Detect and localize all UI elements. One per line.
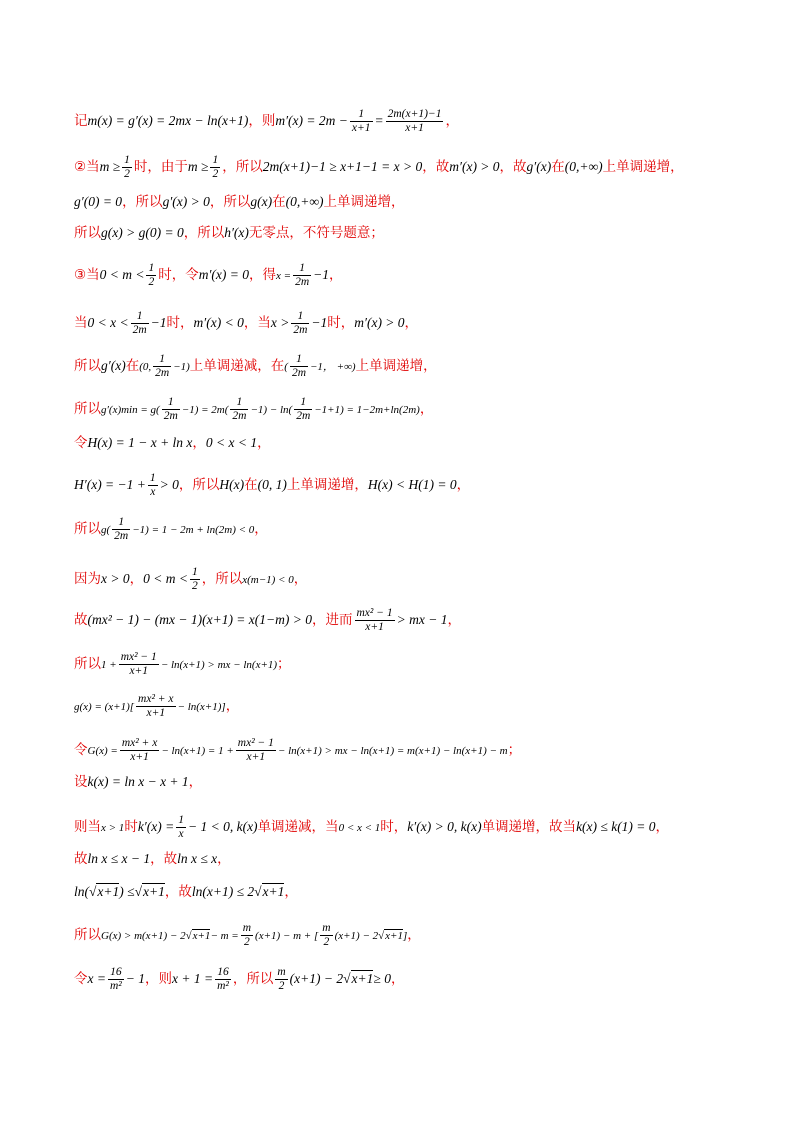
numerator: 16	[108, 966, 124, 980]
text: 故	[74, 851, 88, 867]
radicand: x+1	[192, 930, 211, 942]
text: ，所以	[178, 477, 220, 493]
text: 时，	[327, 315, 355, 331]
radicand: x+1	[262, 884, 285, 899]
fraction	[136, 693, 175, 720]
text: 所以	[74, 401, 101, 417]
proof-line	[74, 262, 760, 289]
fraction	[291, 310, 309, 337]
text: ，	[217, 851, 231, 867]
text: 所以	[74, 927, 101, 943]
numerator: mx² + x	[138, 693, 174, 705]
formula: (x+1) − 2	[334, 930, 379, 942]
numerator: 1	[162, 396, 180, 410]
text: 令	[74, 971, 88, 987]
text: ，所以	[122, 194, 163, 210]
proof-line	[74, 396, 760, 423]
formula: g′(x) > 0	[162, 194, 210, 209]
text: ，	[655, 819, 670, 835]
text: ，	[390, 971, 405, 987]
text: ，所以	[209, 194, 251, 210]
text: ③当	[74, 267, 100, 283]
formula: > mx − 1	[396, 612, 448, 627]
text: 上单调递增，	[355, 358, 437, 374]
formula: ln x ≤ x	[177, 851, 218, 866]
formula: g′(0) = 0	[74, 194, 123, 209]
text: ，进而	[312, 612, 353, 628]
denominator: 2m	[155, 367, 170, 379]
formula: m ≥	[99, 159, 121, 174]
text: ；	[277, 656, 291, 672]
numerator: mx² − 1	[237, 737, 274, 749]
proof-line	[74, 737, 760, 764]
denominator: 2	[244, 936, 250, 948]
numerator: m	[242, 922, 252, 934]
denominator: x+1	[405, 122, 424, 134]
text: ，所以	[183, 225, 225, 241]
denominator: 2m	[295, 276, 310, 288]
sqrt-symbol: √	[134, 884, 142, 899]
formula: h′(x)	[224, 225, 249, 240]
formula: (0,	[139, 361, 152, 373]
radicand: x+1	[142, 884, 165, 899]
formula: (x+1) − 2	[289, 971, 344, 986]
numerator: 1	[290, 353, 308, 367]
denominator: 2	[124, 168, 130, 180]
text: 时，	[380, 819, 408, 835]
formula: g(	[101, 524, 111, 536]
formula: (0, 1)	[257, 477, 287, 492]
proof-line	[74, 353, 760, 380]
text: 所以	[74, 521, 101, 537]
fraction	[215, 966, 231, 993]
text: ，则	[248, 113, 276, 129]
text: 上单调递减，在	[189, 358, 285, 374]
fraction	[112, 516, 130, 543]
formula: (0,+∞)	[564, 159, 603, 174]
denominator: x+1	[129, 665, 149, 677]
formula: −1) = 1 − 2m + ln(2m) < 0	[132, 524, 255, 536]
text: 则当	[74, 819, 101, 835]
numerator: 16	[215, 966, 231, 980]
fraction	[350, 108, 373, 135]
numerator: 1	[293, 262, 311, 276]
fraction	[190, 566, 200, 593]
numerator: 1	[178, 814, 184, 826]
text: ，	[445, 113, 459, 129]
formula: 2m(x+1)−1 ≥ x+1−1 = x > 0	[262, 159, 423, 174]
fraction	[120, 737, 159, 764]
formula: −1	[311, 315, 328, 330]
formula: ln(	[74, 884, 89, 899]
text: ，	[407, 927, 421, 943]
denominator: 2m	[132, 324, 147, 336]
formula: −1	[150, 315, 167, 330]
proof-line	[74, 516, 760, 543]
numerator: 1	[350, 108, 373, 122]
proof-line	[74, 966, 760, 993]
denominator: x+1	[246, 751, 266, 763]
text: ，故	[422, 159, 450, 175]
text: ，	[257, 435, 271, 451]
denominator: 2m	[293, 324, 308, 336]
text: 上单调递增，	[323, 194, 405, 210]
denominator: 2	[148, 276, 155, 288]
radicand: x+1	[351, 971, 374, 986]
fraction	[162, 396, 180, 423]
proof-line	[74, 849, 760, 869]
formula: (mx² − 1) − (mx − 1)(x+1) = x(1−m) > 0	[87, 612, 312, 627]
fraction	[131, 310, 149, 337]
formula: m′(x) > 0	[354, 315, 405, 330]
formula: (x+1) − m + [	[255, 930, 319, 942]
denominator: 2	[212, 168, 219, 180]
text: 令	[74, 742, 88, 758]
text: ，	[188, 774, 203, 790]
formula: ln x ≤ x − 1	[87, 851, 151, 866]
formula: −1)	[173, 361, 190, 373]
formula: x > 1	[101, 822, 125, 834]
text: 在	[244, 477, 258, 493]
formula: g(x) > g(0) = 0	[101, 225, 184, 240]
numerator: 1	[153, 353, 171, 367]
formula: m ≥	[187, 159, 209, 174]
proof-line	[74, 814, 760, 841]
fraction	[176, 814, 186, 841]
text: ；	[507, 742, 522, 758]
formula: H′(x) = −1 +	[74, 477, 146, 492]
proof-line	[74, 772, 760, 792]
fraction	[230, 396, 248, 423]
formula: G(x) =	[87, 745, 118, 757]
formula: 1 +	[101, 659, 117, 671]
denominator: 2m	[163, 410, 178, 422]
text: 上单调递增，	[602, 159, 684, 175]
proof-line	[74, 472, 760, 499]
formula: H(x) < H(1) = 0	[367, 477, 457, 492]
text: ，故	[499, 159, 527, 175]
formula: ln(x+1) ≤ 2	[191, 884, 255, 899]
denominator: x+1	[351, 122, 371, 134]
formula: H(x) = 1 − x + ln x	[87, 435, 193, 450]
text: ，	[129, 571, 144, 587]
denominator: x+1	[130, 751, 149, 763]
text: ，	[329, 267, 343, 283]
sqrt-symbol: √	[89, 884, 97, 899]
formula: − ln(x+1) = 1 +	[161, 745, 234, 757]
denominator: 2m	[114, 530, 129, 542]
text: 上单调递增，	[286, 477, 368, 493]
text: 单调递减，当	[257, 819, 339, 835]
formula: −1	[313, 267, 330, 282]
formula: 0 < x <	[87, 315, 129, 330]
fraction	[148, 472, 158, 499]
formula: g′(x)	[526, 159, 552, 174]
text: ，	[404, 315, 419, 331]
formula: ≥ 0	[373, 971, 391, 986]
denominator: 2	[323, 936, 330, 948]
text: 令	[74, 435, 88, 451]
numerator: 1	[149, 472, 156, 484]
denominator: m²	[109, 980, 122, 992]
proof-line	[74, 154, 760, 181]
denominator: x	[178, 828, 184, 840]
fraction	[146, 262, 156, 289]
text: ，所以	[222, 159, 263, 175]
formula: m′(x) < 0	[193, 315, 244, 330]
formula: H(x)	[219, 477, 245, 492]
text: ，	[293, 571, 308, 587]
formula: =	[374, 113, 384, 128]
formula: m′(x) > 0	[449, 159, 500, 174]
formula: − ln(x+1) > mx − ln(x+1) = m(x+1) − ln(x+1) − m	[277, 745, 508, 757]
formula: k′(x) > 0, k(x)	[407, 819, 482, 834]
denominator: 2	[278, 980, 285, 992]
proof-line	[74, 566, 760, 593]
text: 在	[125, 358, 140, 374]
numerator: 1	[131, 310, 149, 324]
formula: − ln(x+1) > mx − ln(x+1)	[160, 659, 278, 671]
numerator: m	[277, 966, 286, 978]
text: ，	[456, 477, 471, 493]
fraction	[355, 607, 395, 634]
sqrt-symbol: √	[378, 930, 385, 942]
sqrt-symbol: √	[254, 884, 262, 899]
formula: − 1	[125, 971, 145, 986]
formula: g′(x)	[101, 358, 126, 373]
denominator: m²	[217, 980, 229, 992]
formula: x =	[276, 270, 292, 282]
numerator: 1	[212, 154, 219, 166]
numerator: 1	[294, 396, 312, 410]
text: 单调递增，故当	[481, 819, 577, 835]
formula: g(x) = (x+1)[	[74, 701, 135, 713]
formula: k(x) ≤ k(1) = 0	[576, 819, 656, 834]
numerator: 2m(x+1)−1	[387, 108, 442, 120]
formula: G(x) > m(x+1) − 2	[101, 930, 186, 942]
formula: 0 < x < 1	[205, 435, 258, 450]
radicand: x+1	[385, 930, 403, 942]
formula: m(x) = g′(x) = 2mx − ln(x+1)	[87, 113, 249, 128]
text: ，故	[150, 851, 178, 867]
formula: x >	[270, 315, 290, 330]
fraction	[236, 737, 276, 764]
formula: 0 < m <	[143, 571, 188, 586]
text: 记	[74, 113, 88, 129]
formula: > 0	[159, 477, 179, 492]
denominator: x+1	[365, 621, 384, 633]
formula: − 1 < 0, k(x)	[187, 819, 258, 834]
text: 时，	[166, 315, 194, 331]
formula: −1) = 2m(	[181, 404, 229, 416]
formula: k′(x) =	[137, 819, 175, 834]
proof-line	[74, 192, 760, 212]
sqrt-symbol: √	[185, 930, 192, 942]
numerator: mx² + x	[121, 737, 158, 749]
proof-line	[74, 882, 760, 902]
fraction	[386, 108, 444, 135]
formula: (	[284, 361, 288, 373]
text: 时	[124, 819, 138, 835]
formula: ) ≤	[119, 884, 135, 899]
formula: −1) − ln(	[250, 404, 293, 416]
formula: −1， +∞)	[310, 361, 356, 373]
formula: g′(x)min = g(	[101, 404, 160, 416]
text: ，当	[243, 315, 271, 331]
fraction	[293, 262, 311, 289]
text: 时，令	[158, 267, 199, 283]
text: 所以	[74, 358, 101, 374]
fraction	[119, 651, 159, 678]
numerator: 1	[230, 396, 248, 410]
fraction	[241, 922, 253, 949]
fraction	[275, 966, 287, 993]
denominator: 2m	[232, 410, 247, 422]
text: ，所以	[201, 571, 243, 587]
formula: g(x)	[250, 194, 273, 209]
denominator: 2m	[291, 367, 306, 379]
formula: 0 < m <	[99, 267, 145, 282]
formula: m′(x) = 2m −	[275, 113, 348, 128]
formula: x > 0	[101, 571, 130, 586]
fraction	[320, 922, 332, 949]
formula: 0 < x < 1	[338, 822, 381, 834]
text: ，则	[145, 971, 172, 987]
fraction	[153, 353, 171, 380]
text: 当	[74, 315, 88, 331]
proof-line	[74, 651, 760, 678]
proof-line	[74, 223, 760, 243]
sqrt-symbol: √	[343, 971, 351, 986]
proof-line	[74, 693, 760, 720]
numerator: mx² − 1	[356, 607, 393, 619]
formula: −1+1) = 1−2m+ln(2m)	[314, 404, 420, 416]
fraction	[294, 396, 312, 423]
text: ，所以	[232, 971, 274, 987]
text: 在	[272, 194, 286, 210]
formula: m′(x) = 0	[198, 267, 250, 282]
text: 设	[74, 774, 88, 790]
text: 无零点，不符号题意；	[248, 225, 384, 241]
proof-line	[74, 922, 760, 949]
proof-line	[74, 108, 760, 135]
numerator: 1	[191, 566, 198, 578]
text: ，	[225, 698, 240, 714]
fraction	[122, 154, 132, 181]
text: ，	[254, 521, 268, 537]
proof-line	[74, 607, 760, 634]
text: 因为	[74, 571, 101, 587]
fraction	[290, 353, 308, 380]
numerator: 1	[124, 154, 130, 166]
formula: x(m−1) < 0	[242, 574, 294, 586]
formula: − m =	[210, 930, 239, 942]
numerator: 1	[291, 310, 309, 324]
denominator: x	[150, 486, 156, 498]
formula: ]	[402, 930, 408, 942]
numerator: mx² − 1	[120, 651, 157, 663]
fraction	[108, 966, 124, 993]
text: ，	[284, 884, 298, 900]
text: ②当	[74, 159, 100, 175]
text: 所以	[74, 225, 101, 241]
numerator: m	[322, 922, 331, 934]
text: ，故	[164, 884, 192, 900]
text: ，得	[249, 267, 277, 283]
radicand: x+1	[97, 884, 120, 899]
fraction	[210, 154, 220, 181]
text: 所以	[74, 656, 101, 672]
numerator: 1	[148, 262, 155, 274]
proof-line	[74, 433, 760, 453]
text: ，	[419, 401, 434, 417]
proof-line	[74, 310, 760, 337]
text: 故	[74, 612, 88, 628]
denominator: x+1	[146, 707, 166, 719]
formula: (0,+∞)	[285, 194, 324, 209]
formula: x + 1 =	[172, 971, 214, 986]
denominator: 2m	[296, 410, 311, 422]
denominator: 2	[191, 580, 198, 592]
formula: k(x) = ln x − x + 1	[87, 774, 189, 789]
text: ，	[192, 435, 206, 451]
text: 时，由于	[133, 159, 188, 175]
text: ，	[447, 612, 461, 628]
text: 在	[551, 159, 565, 175]
formula: x =	[87, 971, 106, 986]
numerator: 1	[112, 516, 130, 530]
formula: − ln(x+1)]	[177, 701, 226, 713]
